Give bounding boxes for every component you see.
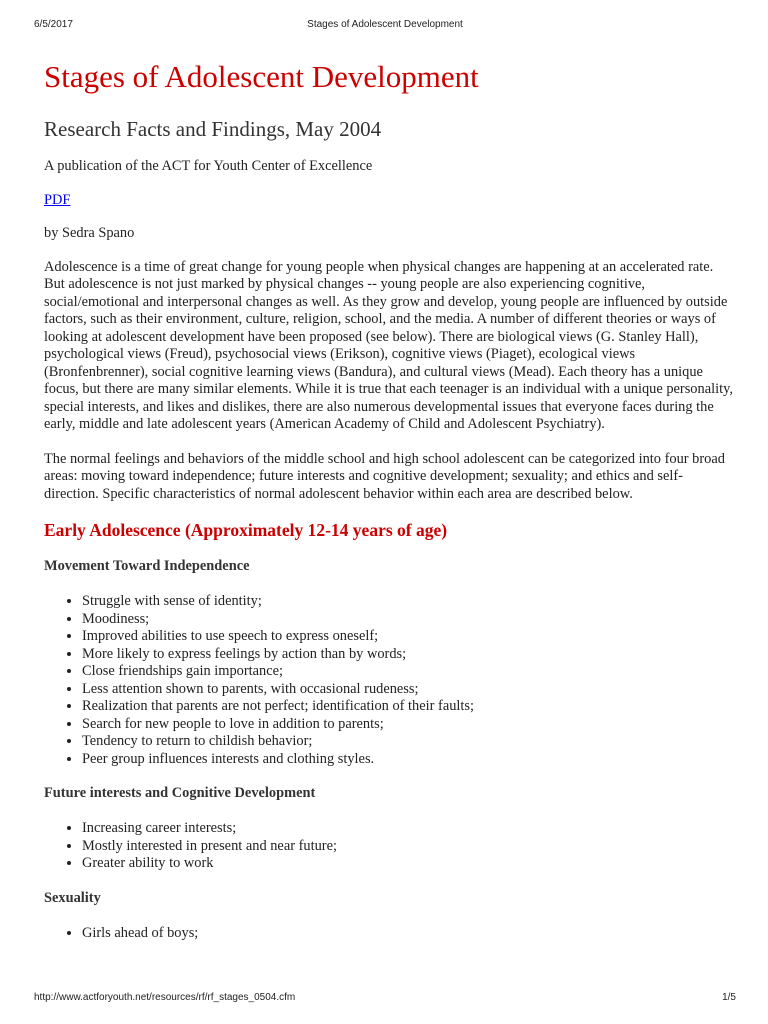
list-item: • Peer group influences interests and clothing styles. <box>82 751 734 769</box>
author-byline: by Sedra Spano <box>44 225 135 241</box>
article <box>44 58 734 942</box>
list-item: • Girls ahead of boys; <box>82 925 734 943</box>
section-heading-early-adolescence: Early Adolescence (Approximately 12-14 years of age) <box>44 520 448 540</box>
list-item: • Search for new people to love in addition to parents; <box>82 716 734 734</box>
page-title: Stages of Adolescent Development <box>44 59 479 94</box>
list-item: • Struggle with sense of identity; <box>82 593 734 611</box>
print-date: 6/5/2017 <box>34 19 73 30</box>
categories-paragraph: The normal feelings and behaviors of the middle school and high school adolescent can be categorized into four broad areas: moving toward independence; future interests and cognitive development; sexuality; and ethics and self-direction. Specific characteristics of normal adolescent behavior within each area are described below. <box>44 450 725 502</box>
print-footer <box>34 992 736 1004</box>
list-item: • Tendency to return to childish behavior; <box>82 733 734 751</box>
print-page-number: 1/5 <box>722 992 736 1003</box>
print-header <box>34 19 736 31</box>
publication-note: A publication of the ACT for Youth Center of Excellence <box>44 158 373 174</box>
subheading-sexuality: Sexuality <box>44 889 101 906</box>
list-item: • Close friendships gain importance; <box>82 663 734 681</box>
intro-paragraph: Adolescence is a time of great change for young people when physical changes are happening at an accelerated rate. But adolescence is not just marked by physical changes -- young people are also experiencing cognitive, social/emotional and interpersonal changes as well. As they grow and develop, young people are influenced by outside factors, such as their environment, culture, religion, school, and the media. A number of different theories or ways of looking at adolescent development have been proposed (see below). There are biological views (G. Stanley Hall), psychological views (Freud), psychosocial views (Erikson), cognitive views (Piaget), ecological views (Bronfenbrenner), social cognitive learning views (Bandura), and cultural views (Mead). Each theory has a unique focus, but there are many similar elements. While it is true that each teenager is an individual with a unique personality, special interests, and likes and dislikes, there are also numerous developmental issues that everyone faces during the early, middle and late adolescent years (American Academy of Child and Adolescent Psychiatry). <box>44 258 733 432</box>
list-item: • More likely to express feelings by action than by words; <box>82 646 734 664</box>
subheading-independence: Movement Toward Independence <box>44 558 250 574</box>
list-independence <box>44 593 734 768</box>
list-item: • Mostly interested in present and near future; <box>82 838 734 856</box>
list-item: • Increasing career interests; <box>82 820 734 838</box>
list-item: • Less attention shown to parents, with occasional rudeness; <box>82 681 734 699</box>
list-item: • Greater ability to work <box>82 855 734 873</box>
list-cognitive-development <box>44 820 734 873</box>
list-item: • Realization that parents are not perfect; identification of their faults; <box>82 698 734 716</box>
pdf-line <box>44 192 734 210</box>
list-item: • Moodiness; <box>82 611 734 629</box>
list-sexuality <box>44 925 734 943</box>
page-subtitle: Research Facts and Findings, May 2004 <box>44 117 382 141</box>
pdf-link[interactable]: PDF <box>44 191 71 208</box>
list-item: • Improved abilities to use speech to express oneself; <box>82 628 734 646</box>
print-url: http://www.actforyouth.net/resources/rf/rf_stages_0504.cfm <box>34 992 296 1003</box>
subheading-cognitive-development: Future interests and Cognitive Development <box>44 785 316 801</box>
print-page-title: Stages of Adolescent Development <box>307 19 463 30</box>
